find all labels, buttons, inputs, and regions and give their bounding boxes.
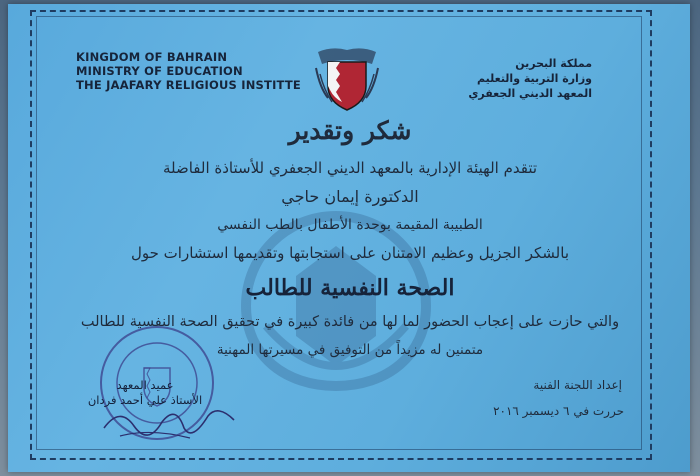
english-header	[76, 50, 301, 92]
certificate-title: شكر وتقدير	[288, 116, 412, 145]
header-arabic-line1: مملكة البحرين	[515, 57, 592, 70]
watermark-emblem-icon	[226, 206, 446, 396]
recipient-name: الدكتورة إيمان حاجي	[281, 187, 419, 206]
header-arabic-line3: المعهد الديني الجعفري	[468, 87, 592, 100]
committee-label: إعداد اللجنة الفنية	[533, 378, 622, 392]
handwritten-signature-icon	[100, 398, 240, 444]
header-english-line2: MINISTRY OF EDUCATION	[76, 64, 243, 78]
signatory-title: عميد المعهد	[116, 378, 174, 392]
subject-title: الصحة النفسية للطالب	[245, 275, 455, 301]
header-english-line1: KINGDOM OF BAHRAIN	[76, 50, 228, 64]
recipient-position: الطبيبة المقيمة بوحدة الأطفال بالطب النفسي	[217, 217, 483, 233]
wishes-line: متمنين له مزيداً من التوفيق في مسيرتها المهنية	[216, 342, 484, 358]
bahrain-crest-icon	[314, 44, 380, 114]
header-english-line3: THE JAAFARY RELIGIOUS INSTITTE	[76, 78, 301, 92]
header-arabic-line2: وزارة التربية والتعليم	[477, 72, 592, 85]
issue-date: حررت في ٦ ديسمبر ٢٠١٦	[493, 404, 624, 418]
signatory-name: الأستاذ علي أحمد فردان	[87, 393, 203, 407]
arabic-header	[468, 56, 592, 101]
intro-line: تتقدم الهيئة الإدارية بالمعهد الديني الجعفري للأستاذة الفاضلة	[162, 159, 538, 177]
appreciation-line: والتي حازت على إعجاب الحضور لما لها من فائدة كبيرة في تحقيق الصحة النفسية للطالب	[80, 314, 620, 330]
thanks-line: بالشكر الجزيل وعظيم الامتنان على استجابتها وتقديمها استشارات حول	[130, 244, 570, 262]
